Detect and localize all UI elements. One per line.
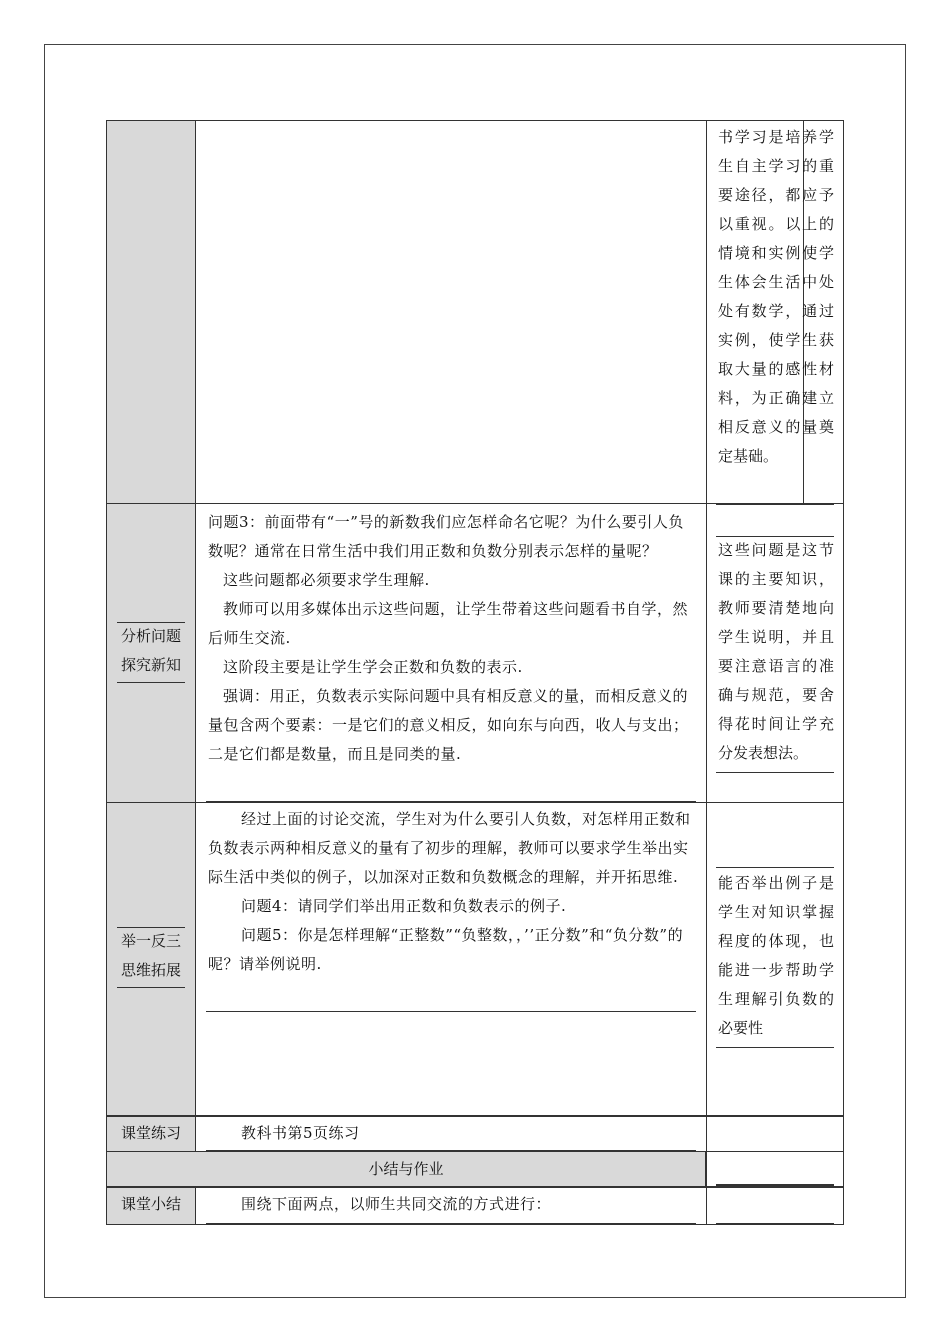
- table-row: [106, 1151, 844, 1186]
- row-label-cell: [106, 803, 196, 1115]
- row-label: 课堂练习: [120, 1124, 181, 1142]
- content-text: 围绕下面两点，以师生共同交流的方式进行：: [241, 1195, 552, 1213]
- row-label: 分析问题 探究新知: [120, 627, 181, 674]
- table-row: [106, 802, 844, 1115]
- table-row: [106, 1115, 844, 1151]
- content-text: 经过上面的讨论交流，学生对为什么要引人负数，对怎样用正数和负数表示两种相反意义的量有了初步的理解，教师可以要求学生举出实际生活中类似的例子，以加深对正数和负数概念的理解，并开拓思维. 问题4：请同学们举出用正数和负数表示的例子. 问题5：你是怎样理解“正整数”“负整数，，’’正分数”和“负分数”的呢？请举例说明.: [208, 810, 691, 973]
- note-text: 书学习是培养学生自主学习的重要途径，都应予以重视。以上的情境和实例使学生体会生活中处处有数学，通过实例，使学生获取大量的感性材料，为正确建立相反意义的量奠定基础。: [718, 128, 834, 465]
- row-label-cell: [106, 121, 196, 503]
- row-label: 课堂小结: [120, 1195, 181, 1213]
- section-heading: 小结与作业: [106, 1152, 706, 1186]
- table-row: [106, 503, 844, 802]
- content-cell: [196, 1188, 706, 1224]
- table-row: [106, 1186, 844, 1225]
- table-row: [106, 120, 844, 503]
- content-text: 教科书第5页练习: [241, 1124, 360, 1142]
- content-cell: [196, 1117, 706, 1151]
- note-cell: [706, 1188, 844, 1224]
- row-label-cell: [106, 1188, 196, 1224]
- lesson-plan-table: [106, 120, 844, 1225]
- content-cell: [196, 803, 706, 1115]
- row-label-cell: [106, 504, 196, 802]
- note-cell: [706, 504, 844, 802]
- note-text: 能否举出例子是学生对知识掌握程度的体现，也能进一步帮助学生理解引负数的必要性: [718, 874, 834, 1037]
- content-text: 问题3：前面带有“一”号的新数我们应怎样命名它呢？为什么要引人负数呢？通常在日常生活中我们用正数和负数分别表示怎样的量呢？ 这些问题都必须要求学生理解. 教师可以用多媒体出示这些问题，让学生带着这些问题看书自学，然后师生交流. 这阶段主要是让学生学会正数和负数的表示. 强调：用正，负数表示实际问题中具有相反意义的量，而相反意义的量包含两个要素：一是它们的意义相反，如向东与向西，收人与支出；二是它们都是数量，而且是同类的量.: [208, 513, 689, 763]
- note-cell: [706, 121, 844, 503]
- row-label: 举一反三 思维拓展: [120, 932, 181, 979]
- note-text: 这些问题是这节课的主要知识，教师要清楚地向学生说明，并且要注意语言的准确与规范，要舍得花时间让学充分发表想法。: [718, 541, 834, 762]
- row-label-cell: [106, 1117, 196, 1151]
- note-cell: [706, 1117, 844, 1151]
- note-cell: [706, 1152, 844, 1186]
- note-cell: [706, 803, 844, 1115]
- content-cell: [196, 504, 706, 802]
